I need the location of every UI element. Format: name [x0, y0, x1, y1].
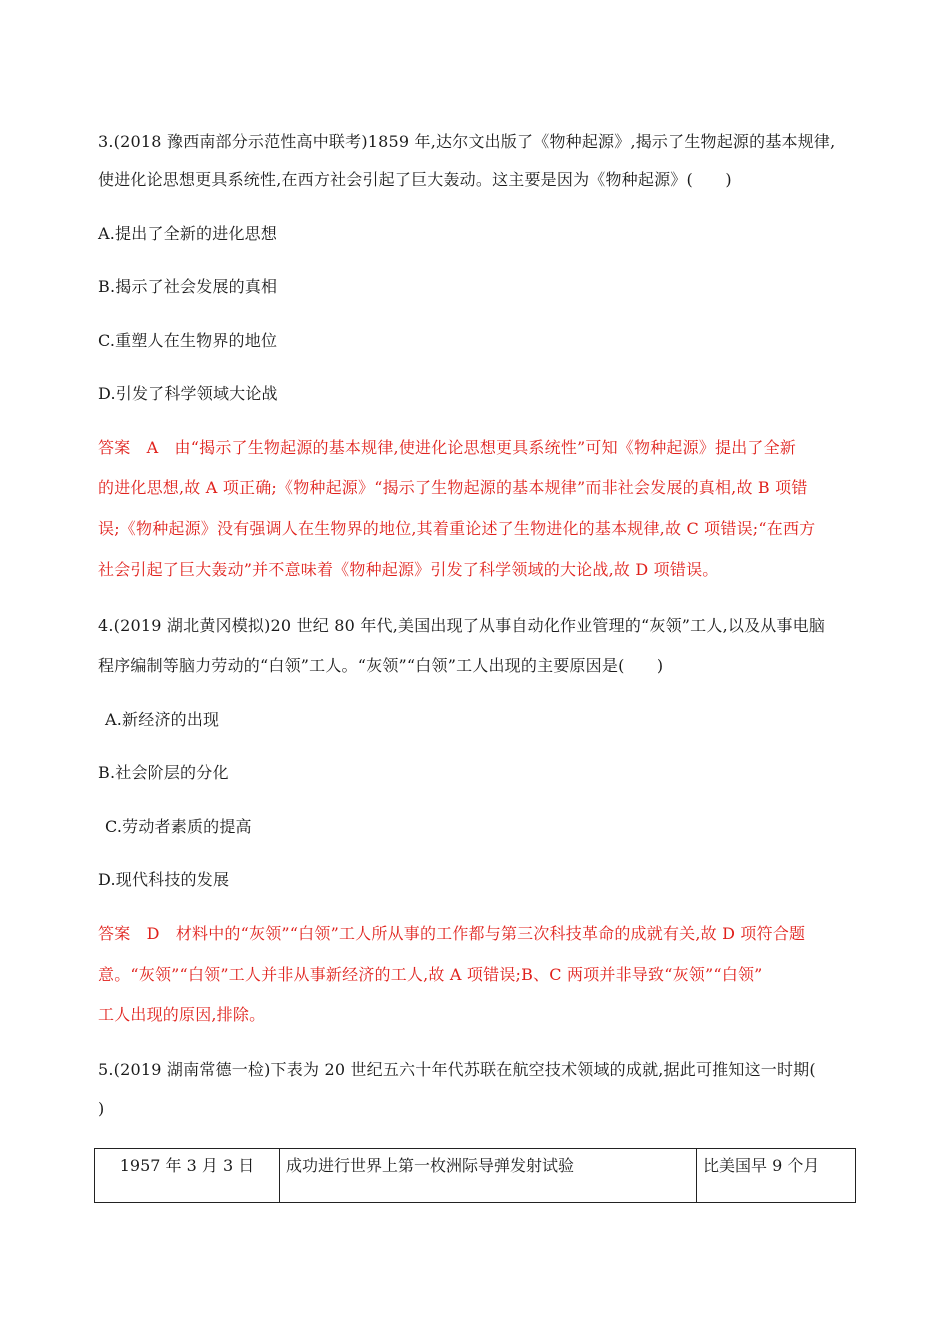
q3-answer-line-2: 的进化思想,故 A 项正确;《物种起源》“揭示了生物起源的基本规律”而非社会发展的真相,故 B 项错: [98, 478, 808, 497]
q4-option-c: C.劳动者素质的提高: [105, 817, 252, 836]
q3-answer-line-4: 社会引起了巨大轰动”并不意味着《物种起源》引发了科学领域的大论战,故 D 项错误。: [98, 560, 719, 579]
table-cell-date: 1957 年 3 月 3 日: [95, 1149, 280, 1203]
table-cell-comparison: 比美国早 9 个月: [697, 1149, 856, 1203]
q3-answer-line-3: 误;《物种起源》没有强调人在生物界的地位,其着重论述了生物进化的基本规律,故 C 项错误;“在西方: [98, 519, 816, 538]
q3-stem-line-1: 3.(2018 豫西南部分示范性高中联考)1859 年,达尔文出版了《物种起源》,揭示了生物起源的基本规律,: [98, 132, 836, 151]
q4-stem-line-1: 4.(2019 湖北黄冈模拟)20 世纪 80 年代,美国出现了从事自动化作业管理的“灰领”工人,以及从事电脑: [98, 616, 826, 635]
q4-answer-line-2: 意。“灰领”“白领”工人并非从事新经济的工人,故 A 项错误;B、C 两项并非导致“灰领”“白领”: [98, 965, 763, 984]
q3-option-d: D.引发了科学领域大论战: [98, 384, 278, 403]
achievements-table: [94, 1148, 856, 1203]
table-row: [95, 1149, 856, 1203]
q3-option-a: A.提出了全新的进化思想: [98, 224, 278, 243]
q4-answer-line-3: 工人出现的原因,排除。: [98, 1005, 266, 1024]
q5-stem-line-2: ): [98, 1099, 105, 1118]
q3-option-b: B.揭示了社会发展的真相: [98, 277, 278, 296]
q4-option-d: D.现代科技的发展: [98, 870, 230, 889]
q3-answer-line-1: 答案 A 由“揭示了生物起源的基本规律,使进化论思想更具系统性”可知《物种起源》提出了全新: [98, 438, 797, 457]
q3-option-c: C.重塑人在生物界的地位: [98, 331, 278, 350]
q4-stem-line-2: 程序编制等脑力劳动的“白领”工人。“灰领”“白领”工人出现的主要原因是( ): [98, 656, 664, 675]
table-cell-achievement: 成功进行世界上第一枚洲际导弹发射试验: [280, 1149, 697, 1203]
q4-option-b: B.社会阶层的分化: [98, 763, 229, 782]
q4-answer-line-1: 答案 D 材料中的“灰领”“白领”工人所从事的工作都与第三次科技革命的成就有关,故 D 项符合题: [98, 924, 806, 943]
q3-stem-line-2: 使进化论思想更具系统性,在西方社会引起了巨大轰动。这主要是因为《物种起源》( ): [98, 170, 732, 189]
q5-stem-line-1: 5.(2019 湖南常德一检)下表为 20 世纪五六十年代苏联在航空技术领域的成就,据此可推知这一时期(: [98, 1060, 816, 1079]
q4-option-a: A.新经济的出现: [105, 710, 220, 729]
